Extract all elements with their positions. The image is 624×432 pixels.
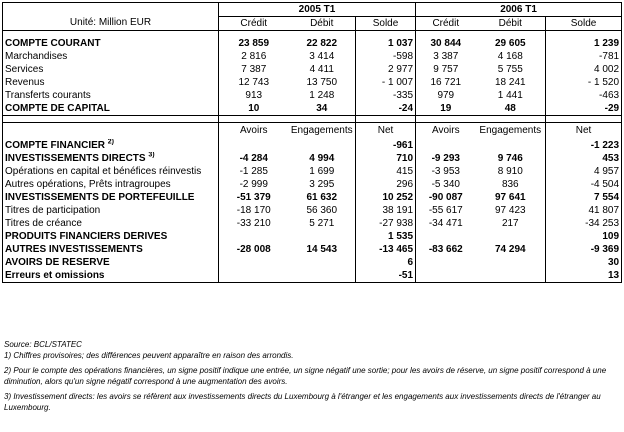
value-cell: 296 [356,178,416,191]
col-solde-2006: Solde [546,17,622,31]
value-cell [219,139,289,152]
value-cell: 38 191 [356,204,416,217]
value-cell: 14 543 [306,243,338,255]
value-cell: -3 953 [416,165,476,178]
value-cell: 48 [504,102,516,114]
row-label [3,37,219,50]
value-cell: 9 746 [497,152,523,164]
table-row [3,165,622,178]
value-cell: -34 253 [546,217,622,230]
footnote-2: 2) Pour le compte des opérations financières, un signe positif indique une entrée, un signe négatif une sortie; pour les avoirs de réserve, un signe positif correspond à une diminution, alors qu'un signe négatif correspond à une augmentation des avoirs. [4,366,607,386]
table-row [3,204,622,217]
value-cell: 3 387 [416,50,476,63]
row-label [3,269,219,283]
value-cell: -1 223 [546,139,622,152]
footnote-ref: 2) [107,139,115,146]
row-label [3,139,219,152]
row-label-text: Opérations en capital et bénéfices réinvestis [5,165,202,177]
value-cell: 5 755 [497,63,523,75]
value-cell: -463 [546,89,622,102]
row-label-text: PRODUITS FINANCIERS DERIVES [5,230,168,242]
col-credit-2006: Crédit [416,17,476,31]
row-label-text: Services [5,63,44,75]
value-cell: 7 387 [219,63,289,76]
row-label [3,230,219,243]
value-cell [476,256,546,269]
row-label [3,191,219,204]
table-row [3,63,622,76]
value-cell: -335 [356,89,416,102]
value-cell: 1 037 [356,37,416,50]
row-label-text: INVESTISSEMENTS DE PORTEFEUILLE [5,191,195,203]
value-cell: 5 271 [309,217,335,229]
row-label-text: Transferts courants [5,89,91,101]
value-cell: 97 423 [494,204,526,216]
value-cell: 913 [219,89,289,102]
period-2005-t1: 2005 T1 [219,3,416,17]
value-cell: 453 [546,152,622,165]
footnote-3: 3) Investissement directs: les avoirs se réfèrent aux investissements directs du Luxembourg à l'étranger et les engagements aux investissements directs de l'étranger au Luxembourg. [4,392,601,412]
value-cell: -55 617 [416,204,476,217]
balance-of-payments-table [2,2,622,283]
table-row [3,37,622,50]
value-cell: 34 [316,102,328,114]
value-cell [289,269,356,283]
value-cell: 12 743 [219,76,289,89]
value-cell [416,139,476,152]
value-cell: 18 241 [494,76,526,88]
value-cell: -9 293 [416,152,476,165]
value-cell [219,230,289,243]
value-cell: 4 994 [309,152,335,164]
value-cell: 979 [416,89,476,102]
value-cell: 19 [416,102,476,116]
value-cell [476,139,546,152]
value-cell: 10 252 [356,191,416,204]
value-cell: -9 369 [546,243,622,256]
spacer-row [3,116,622,123]
row-label-text: Erreurs et omissions [5,269,105,281]
row-label-text: Revenus [5,76,45,88]
row-label-text: INVESTISSEMENTS DIRECTS [5,152,146,164]
row-label-text: Marchandises [5,50,68,62]
value-cell: -781 [546,50,622,63]
row-label [3,256,219,269]
value-cell [416,256,476,269]
financial-header-row [3,123,622,140]
row-label [3,178,219,191]
value-cell: -33 210 [219,217,289,230]
value-cell: - 1 007 [356,76,416,89]
table-row [3,50,622,63]
row-label-text: COMPTE FINANCIER [5,139,105,151]
row-label [3,152,219,165]
table-row [3,89,622,102]
value-cell: -34 471 [416,217,476,230]
col-credit-2005: Crédit [219,17,289,31]
row-label [3,217,219,230]
table-row [3,243,622,256]
value-cell: 16 721 [416,76,476,89]
value-cell: -51 [356,269,416,283]
row-label-text: COMPTE DE CAPITAL [5,102,110,114]
value-cell: 74 294 [494,243,526,255]
row-label [3,102,219,116]
value-cell: 415 [356,165,416,178]
value-cell: 4 002 [546,63,622,76]
row-label-text: Titres de participation [5,204,101,216]
value-cell: -29 [546,102,622,116]
row-label-text: Autres opérations, Prêts intragroupes [5,178,171,190]
row-label [3,50,219,63]
table-row [3,178,622,191]
value-cell [416,269,476,283]
table-row [3,256,622,269]
col-avoirs-2006: Avoirs [416,123,476,140]
value-cell: -598 [356,50,416,63]
value-cell [416,230,476,243]
blank-label-cell [3,123,219,140]
value-cell [219,256,289,269]
value-cell: 30 [546,256,622,269]
col-debit-2005: Débit [289,17,356,31]
col-solde-2005: Solde [356,17,416,31]
value-cell: 3 295 [309,178,335,190]
col-debit-2006: Débit [476,17,546,31]
row-label [3,63,219,76]
value-cell: -2 999 [219,178,289,191]
value-cell: 41 807 [546,204,622,217]
row-label-text: COMPTE COURANT [5,37,101,49]
row-label-text: AUTRES INVESTISSEMENTS [5,243,143,255]
value-cell: -83 662 [416,243,476,256]
value-cell: -961 [356,139,416,152]
period-2006-t1: 2006 T1 [416,3,622,17]
value-cell: 1 239 [546,37,622,50]
value-cell: -18 170 [219,204,289,217]
footnote-1: 1) Chiffres provisoires; des différences peuvent apparaître en raison des arrondis. [4,351,294,360]
value-cell: 4 411 [309,63,334,75]
value-cell [219,269,289,283]
value-cell: 10 [219,102,289,116]
value-cell: 836 [501,178,519,190]
value-cell: 22 822 [306,37,338,49]
table-row [3,191,622,204]
value-cell: 9 757 [416,63,476,76]
value-cell [289,230,356,243]
col-net-2006: Net [546,123,622,140]
value-cell: -28 008 [219,243,289,256]
value-cell: 30 844 [416,37,476,50]
row-label [3,89,219,102]
col-engagements-2005: Engagements [289,123,356,140]
footnotes [4,339,616,413]
table-row [3,269,622,283]
value-cell: - 1 520 [546,76,622,89]
value-cell: -90 087 [416,191,476,204]
value-cell: 1 441 [497,89,523,101]
value-cell: 29 605 [494,37,526,49]
value-cell: 3 414 [309,50,335,62]
value-cell: 710 [356,152,416,165]
col-avoirs-2005: Avoirs [219,123,289,140]
row-label [3,165,219,178]
unit-label: Unité: Million EUR [3,17,219,31]
value-cell [476,230,546,243]
value-cell: 1 699 [309,165,335,177]
table-row [3,217,622,230]
value-cell: -5 340 [416,178,476,191]
value-cell: 4 957 [546,165,622,178]
source-note: Source: BCL/STATEC [4,340,82,349]
value-cell: 8 910 [497,165,523,177]
value-cell: 2 816 [219,50,289,63]
table-row [3,152,622,165]
row-label [3,76,219,89]
value-cell: -51 379 [219,191,289,204]
value-cell [476,269,546,283]
value-cell: 61 632 [306,191,338,203]
col-engagements-2006: Engagements [476,123,546,140]
table-body [3,3,622,283]
value-cell: 109 [546,230,622,243]
row-label-text: Titres de créance [5,217,82,229]
table-row [3,139,622,152]
value-cell: 4 168 [497,50,523,62]
footnote-ref: 3) [148,152,155,159]
value-cell: -4 284 [219,152,289,165]
value-cell: -27 938 [356,217,416,230]
value-cell: -1 285 [219,165,289,178]
value-cell: 1 535 [356,230,416,243]
value-cell: 1 248 [309,89,335,101]
value-cell: 23 859 [219,37,289,50]
value-cell: -13 465 [356,243,416,256]
value-cell: 217 [501,217,519,229]
value-cell: 6 [356,256,416,269]
value-cell: 2 977 [356,63,416,76]
period-header-row [3,3,622,17]
row-label [3,243,219,256]
table-row [3,230,622,243]
value-cell [289,139,356,152]
table-row [3,76,622,89]
value-cell: 13 [546,269,622,283]
row-label-text: AVOIRS DE RESERVE [5,256,110,268]
col-net-2005: Net [356,123,416,140]
table-row [3,102,622,116]
value-cell: 56 360 [306,204,338,216]
value-cell: -4 504 [546,178,622,191]
row-label [3,204,219,217]
value-cell: -24 [356,102,416,116]
value-cell: 97 641 [494,191,526,203]
value-cell [289,256,356,269]
column-header-row [3,17,622,31]
value-cell: 13 750 [306,76,338,88]
value-cell: 7 554 [546,191,622,204]
